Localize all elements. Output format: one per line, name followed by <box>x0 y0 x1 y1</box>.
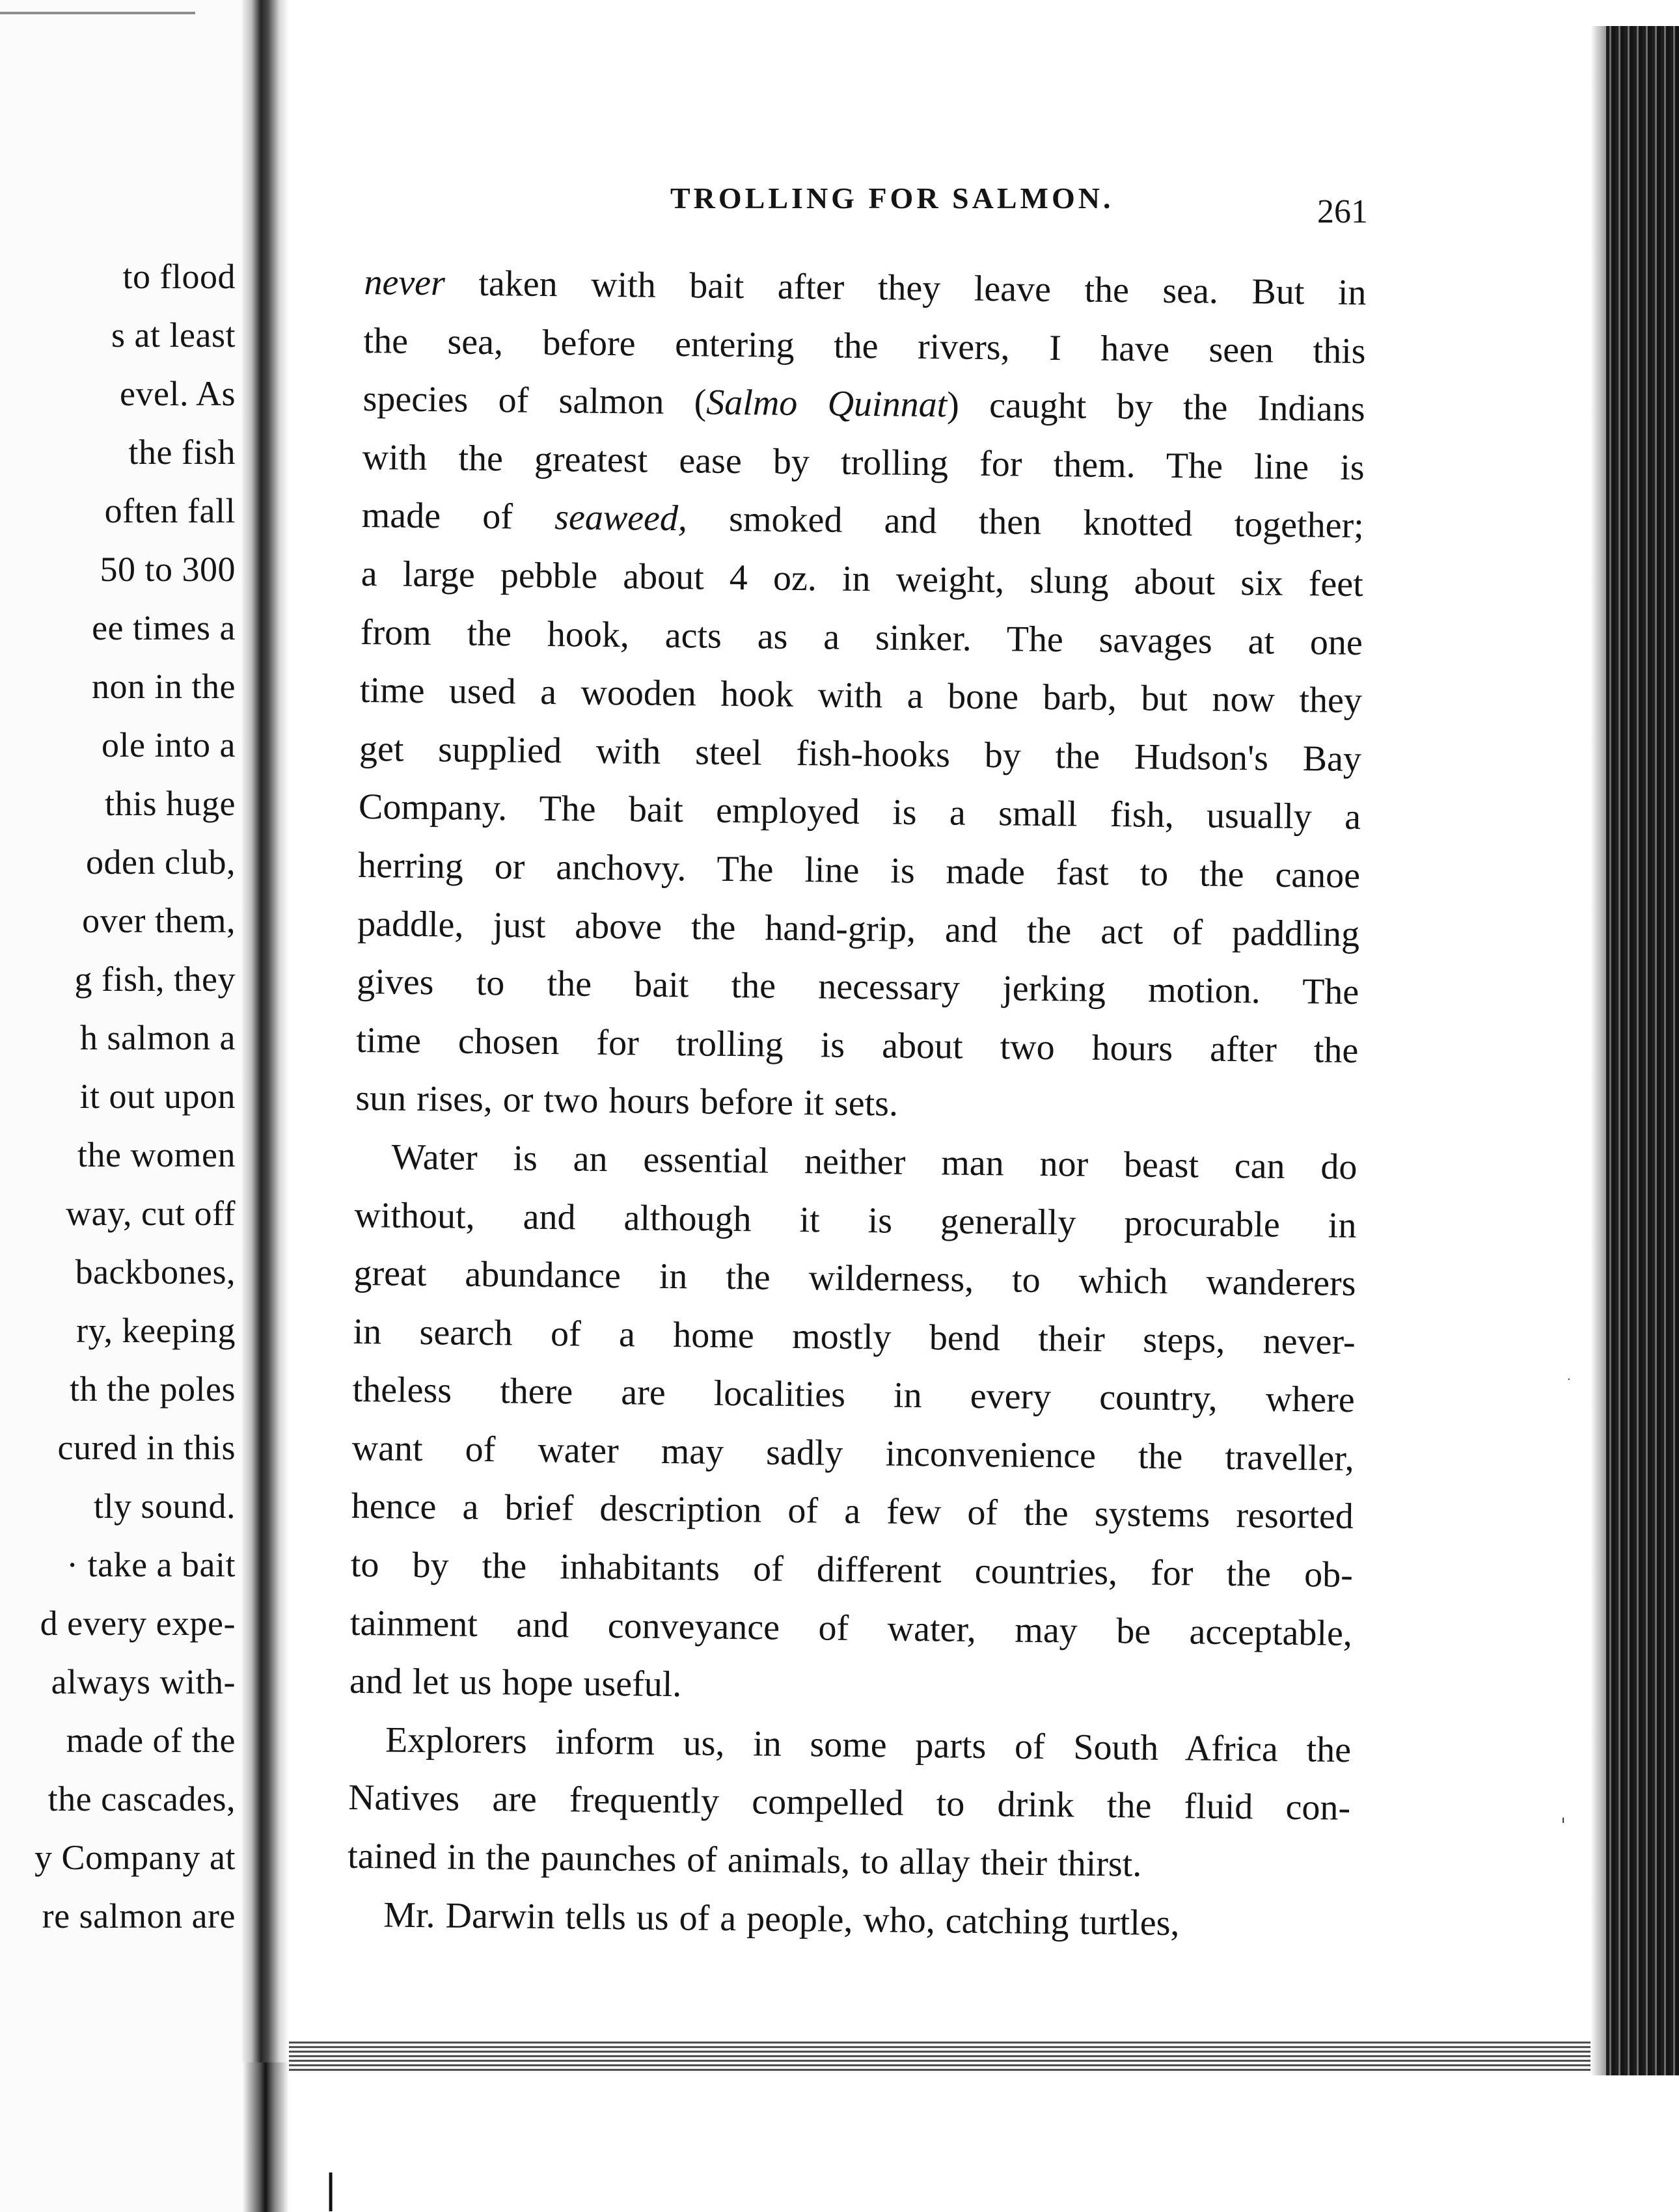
page-number: 261 <box>1317 193 1368 230</box>
left-page-line: over them, <box>82 901 236 940</box>
left-page-line: the women <box>77 1135 236 1174</box>
body-text-line: from the hook, acts as a sinker. The savages at one <box>360 612 1363 663</box>
italic-text: Salmo Quinnat <box>706 382 948 425</box>
left-page-line: y Company at <box>34 1838 236 1877</box>
body-text-line: herring or anchovy. The line is made fast to the canoe <box>357 844 1361 897</box>
left-page-line: it out upon <box>79 1077 236 1116</box>
left-page-line: ole into a <box>102 725 236 764</box>
text-run: ) caught by the Indians <box>946 384 1365 430</box>
body-text-line: want of water may sadly inconvenience the traveller, <box>351 1427 1355 1479</box>
italic-text: seaweed, <box>554 497 688 539</box>
left-page-line: · take a bait <box>66 1545 236 1584</box>
book-fore-edge <box>1606 26 1679 2075</box>
left-page-line: g fish, they <box>74 960 236 999</box>
left-page-line: way, cut off <box>66 1194 236 1233</box>
left-page-line: tly sound. <box>93 1487 236 1526</box>
text-run: species of salmon ( <box>362 379 707 423</box>
left-page-line: the cascades, <box>48 1779 236 1818</box>
body-text-line: Mr. Darwin tells us of a people, who, catching turtles, <box>383 1895 1180 1943</box>
body-text-line: and let us hope useful. <box>349 1661 682 1705</box>
left-page-line: ee times a <box>92 608 236 647</box>
book-gutter <box>242 0 289 2212</box>
left-page-line: this huge <box>105 784 236 823</box>
body-text-line: tainment and conveyance of water, may be acceptable, <box>349 1602 1353 1654</box>
body-text-line: a large pebble about 4 oz. in weight, slung about six feet <box>361 553 1364 605</box>
left-page-line: non in the <box>92 667 236 706</box>
body-text-line: tained in the paunches of animals, to allay their thirst. <box>347 1835 1142 1885</box>
body-text-line <box>362 370 1365 439</box>
left-page-line: often fall <box>104 491 236 530</box>
left-page-line: evel. As <box>120 374 236 413</box>
left-facing-page <box>0 0 242 2212</box>
left-page-line: backbones, <box>75 1252 236 1291</box>
body-text-line: Company. The bait employed is a small fish, usually a <box>358 787 1361 838</box>
body-text <box>347 254 1367 1954</box>
text-run: smoked and then knotted together; <box>687 498 1365 546</box>
left-page-line: ry, keeping <box>76 1311 236 1350</box>
body-text-line: the sea, before entering the rivers, I have seen this <box>363 320 1366 371</box>
left-page-line: cured in this <box>57 1428 236 1467</box>
body-text-line: theless there are localities in every country, where <box>352 1369 1355 1421</box>
left-page-line: s at least <box>111 316 236 355</box>
body-text-line: without, and although it is generally procurable in <box>354 1194 1357 1246</box>
body-text-line: Explorers inform us, in some parts of South Africa the <box>385 1720 1352 1770</box>
italic-text: never <box>364 262 446 304</box>
body-text-line: Water is an essential neither man nor beast can do <box>391 1137 1358 1187</box>
body-text-line: hence a brief description of a few of the systems resorted <box>351 1486 1354 1537</box>
body-text-line: great abundance in the wilderness, to which wanderers <box>353 1253 1356 1304</box>
left-page-top-rule <box>0 12 195 14</box>
body-text-line: sun rises, or two hours before it sets. <box>355 1078 899 1124</box>
stray-mark: | <box>324 2166 338 2212</box>
left-page-line: always with- <box>51 1662 236 1701</box>
left-page-line: th the poles <box>70 1369 236 1409</box>
left-page-text <box>0 247 242 1945</box>
body-text-line: time used a wooden hook with a bone barb, but now they <box>359 670 1363 722</box>
running-head: TROLLING FOR SALMON. <box>670 182 1114 215</box>
fore-edge-shadow <box>1590 26 1606 2075</box>
left-page-line: 50 to 300 <box>100 550 236 589</box>
left-page-line: to flood <box>122 257 236 296</box>
stray-mark: · <box>1567 1373 1571 1386</box>
left-page-line: the fish <box>128 433 236 472</box>
body-text-line: Natives are frequently compelled to drink the fluid con- <box>348 1777 1351 1829</box>
left-page-line: d every expe- <box>40 1604 236 1643</box>
body-text-line: to by the inhabitants of different countries, for the ob- <box>350 1544 1354 1596</box>
body-text-line: time chosen for trolling is about two hours after the <box>356 1019 1359 1071</box>
left-page-line: oden club, <box>86 843 236 882</box>
text-run: made of <box>361 495 555 538</box>
text-run: taken with bait after they leave the sea. But in <box>444 263 1367 314</box>
body-text-line: gives to the bait the necessary jerking motion. The <box>356 962 1359 1013</box>
body-text-line <box>361 487 1364 556</box>
left-page-line: re salmon are <box>42 1896 236 1936</box>
gutter-shadow <box>242 2062 289 2212</box>
stray-mark: ˈ <box>1561 1815 1566 1838</box>
page-bottom-edge <box>289 2042 1636 2073</box>
body-text-line: with the greatest ease by trolling for them. The line is <box>362 437 1365 488</box>
body-text-line: in search of a home mostly bend their steps, never- <box>353 1311 1356 1362</box>
left-page-line: h salmon a <box>80 1018 236 1057</box>
body-text-line <box>364 254 1367 323</box>
left-page-line: made of the <box>66 1721 236 1760</box>
body-text-line: get supplied with steel fish-hooks by the Hudson's Bay <box>359 728 1362 779</box>
body-text-line: paddle, just above the hand-grip, and the act of paddling <box>357 903 1360 954</box>
